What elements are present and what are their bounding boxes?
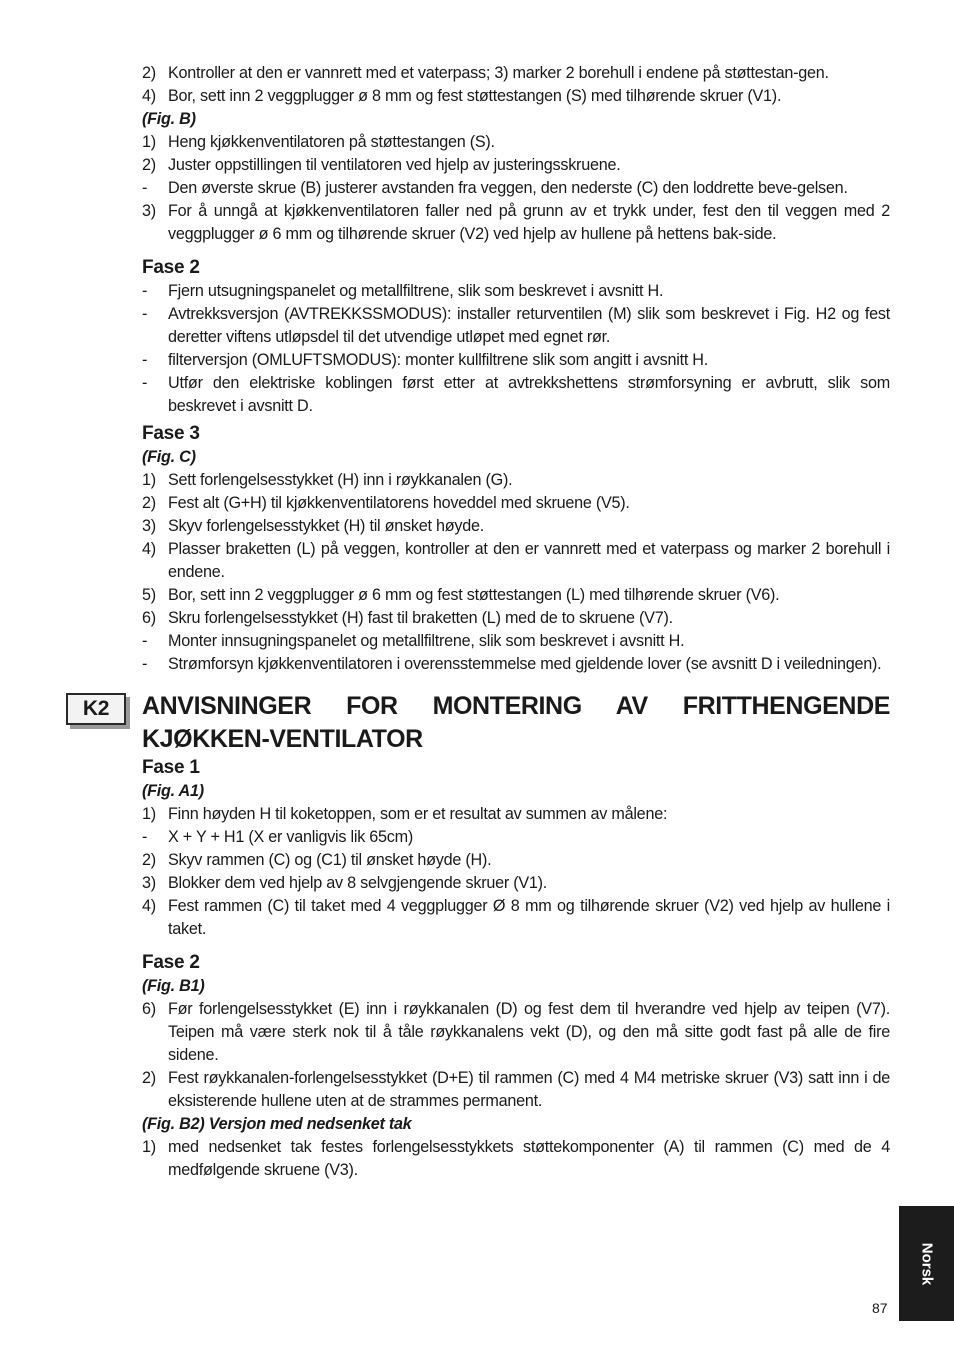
list-item: - Utfør den elektriske koblingen først etter at avtrekkshettens strømforsyning er avbrutt, slik som beskrevet i avsnitt D. <box>142 374 890 415</box>
section-heading: Fase 1 <box>142 757 200 778</box>
list-item: 2) Juster oppstillingen til ventilatoren ved hjelp av justeringsskruene. <box>142 156 621 174</box>
list-item: 4) Fest rammen (C) til taket med 4 veggplugger Ø 8 mm og tilhørende skruer (V2) ved hjelp av hullene i taket. <box>142 897 890 938</box>
list-item: 3) Skyv forlengelsesstykket (H) til ønsket høyde. <box>142 517 484 535</box>
list-item: 4) Bor, sett inn 2 veggplugger ø 8 mm og fest støttestangen (S) med tilhørende skruer (V1). <box>142 87 782 105</box>
fase2-items <box>142 280 890 418</box>
k2-fase2-items <box>142 998 890 1113</box>
section-heading: Fase 2 <box>142 257 200 278</box>
page-content <box>82 62 890 1182</box>
section-heading: Fase 2 <box>142 952 200 973</box>
figure-reference: (Fig. B2) Versjon med nedsenket tak <box>142 1115 412 1133</box>
list-item: 2) Kontroller at den er vannrett med et vaterpass; 3) marker 2 borehull i endene på støttestan-gen. <box>142 64 829 82</box>
section-badge: K2 <box>66 693 126 725</box>
list-item: 2) Skyv rammen (C) og (C1) til ønsket høyde (H). <box>142 851 492 869</box>
list-item: 2) Fest røykkanalen-forlengelsesstykket (D+E) til rammen (C) med 4 M4 metriske skruer (V3) satt inn i de eksisterende hullene uten at de strammes permanent. <box>142 1069 890 1110</box>
list-item: - filterversjon (OMLUFTSMODUS): monter kullfiltrene slik som angitt i avsnitt H. <box>142 351 708 369</box>
section-heading: Fase 3 <box>142 423 200 444</box>
figure-reference: (Fig. A1) <box>142 782 204 800</box>
list-item: 3) For å unngå at kjøkkenventilatoren faller ned på grunn av et trykk under, fest den til veggen med 2 veggplugger ø 6 mm og tilhørende skruer (V2) ved hjelp av hullene på hettens bak-side. <box>142 202 890 243</box>
language-tab-label: Norsk <box>918 1242 935 1285</box>
list-item: - X + Y + H1 (X er vanligvis lik 65cm) <box>142 828 414 846</box>
k2-fase2-items2 <box>142 1136 890 1182</box>
k2-section-header <box>82 690 890 756</box>
list-item: 1) med nedsenket tak festes forlengelsesstykkets støttekomponenter (A) til rammen (C) med de 4 medfølgende skruene (V3). <box>142 1138 890 1179</box>
list-item: 6) Før forlengelsesstykket (E) inn i røykkanalen (D) og fest dem til hverandre ved hjelp av teipen (V7). Teipen må være sterk nok til å tåle røykkanalens vekt (D), og den må sitte godt fast på alle de fire sidene. <box>142 1000 890 1064</box>
fase3-items <box>142 469 890 676</box>
language-tab <box>899 1206 954 1321</box>
list-item: - Fjern utsugningspanelet og metallfiltrene, slik som beskrevet i avsnitt H. <box>142 282 664 300</box>
list-item: 2) Fest alt (G+H) til kjøkkenventilatorens hoveddel med skruene (V5). <box>142 494 630 512</box>
list-item: 6) Skru forlengelsesstykket (H) fast til braketten (L) med de to skruene (V7). <box>142 609 673 627</box>
list-item: - Strømforsyn kjøkkenventilatoren i overensstemmelse med gjeldende lover (se avsnitt D i veiledningen). <box>142 655 882 673</box>
k2-fase1-items <box>142 803 890 941</box>
list-item: 3) Blokker dem ved hjelp av 8 selvgjengende skruer (V1). <box>142 874 548 892</box>
figure-reference: (Fig. B1) <box>142 977 205 995</box>
list-item: - Den øverste skrue (B) justerer avstanden fra veggen, den nederste (C) den loddrette beve-gelsen. <box>142 179 848 197</box>
list-item: 1) Finn høyden H til koketoppen, som er et resultat av summen av målene: <box>142 805 668 823</box>
list-item: - Avtrekksversjon (AVTREKKSSMODUS): installer returventilen (M) slik som beskrevet i Fig. H2 og fest deretter viftens utløpsdel til det utvendige utløpet med egnet rør. <box>142 305 890 346</box>
section-title: ANVISNINGER FOR MONTERING AV FRITTHENGENDE KJØKKEN-VENTILATOR <box>142 692 890 753</box>
list-item: 4) Plasser braketten (L) på veggen, kontroller at den er vannrett med et vaterpass og marker 2 borehull i endene. <box>142 540 890 581</box>
list-item: 1) Sett forlengelsesstykket (H) inn i røykkanalen (G). <box>142 471 513 489</box>
figure-reference: (Fig. B) <box>142 110 196 128</box>
list-item: - Monter innsugningspanelet og metallfiltrene, slik som beskrevet i avsnitt H. <box>142 632 685 650</box>
page-number: 87 <box>872 1300 888 1316</box>
intro-items <box>142 62 890 108</box>
figure-reference: (Fig. C) <box>142 448 196 466</box>
list-item: 1) Heng kjøkkenventilatoren på støttestangen (S). <box>142 133 495 151</box>
fig-b-items <box>142 131 890 246</box>
list-item: 5) Bor, sett inn 2 veggplugger ø 6 mm og fest støttestangen (L) med tilhørende skruer (V6). <box>142 586 780 604</box>
